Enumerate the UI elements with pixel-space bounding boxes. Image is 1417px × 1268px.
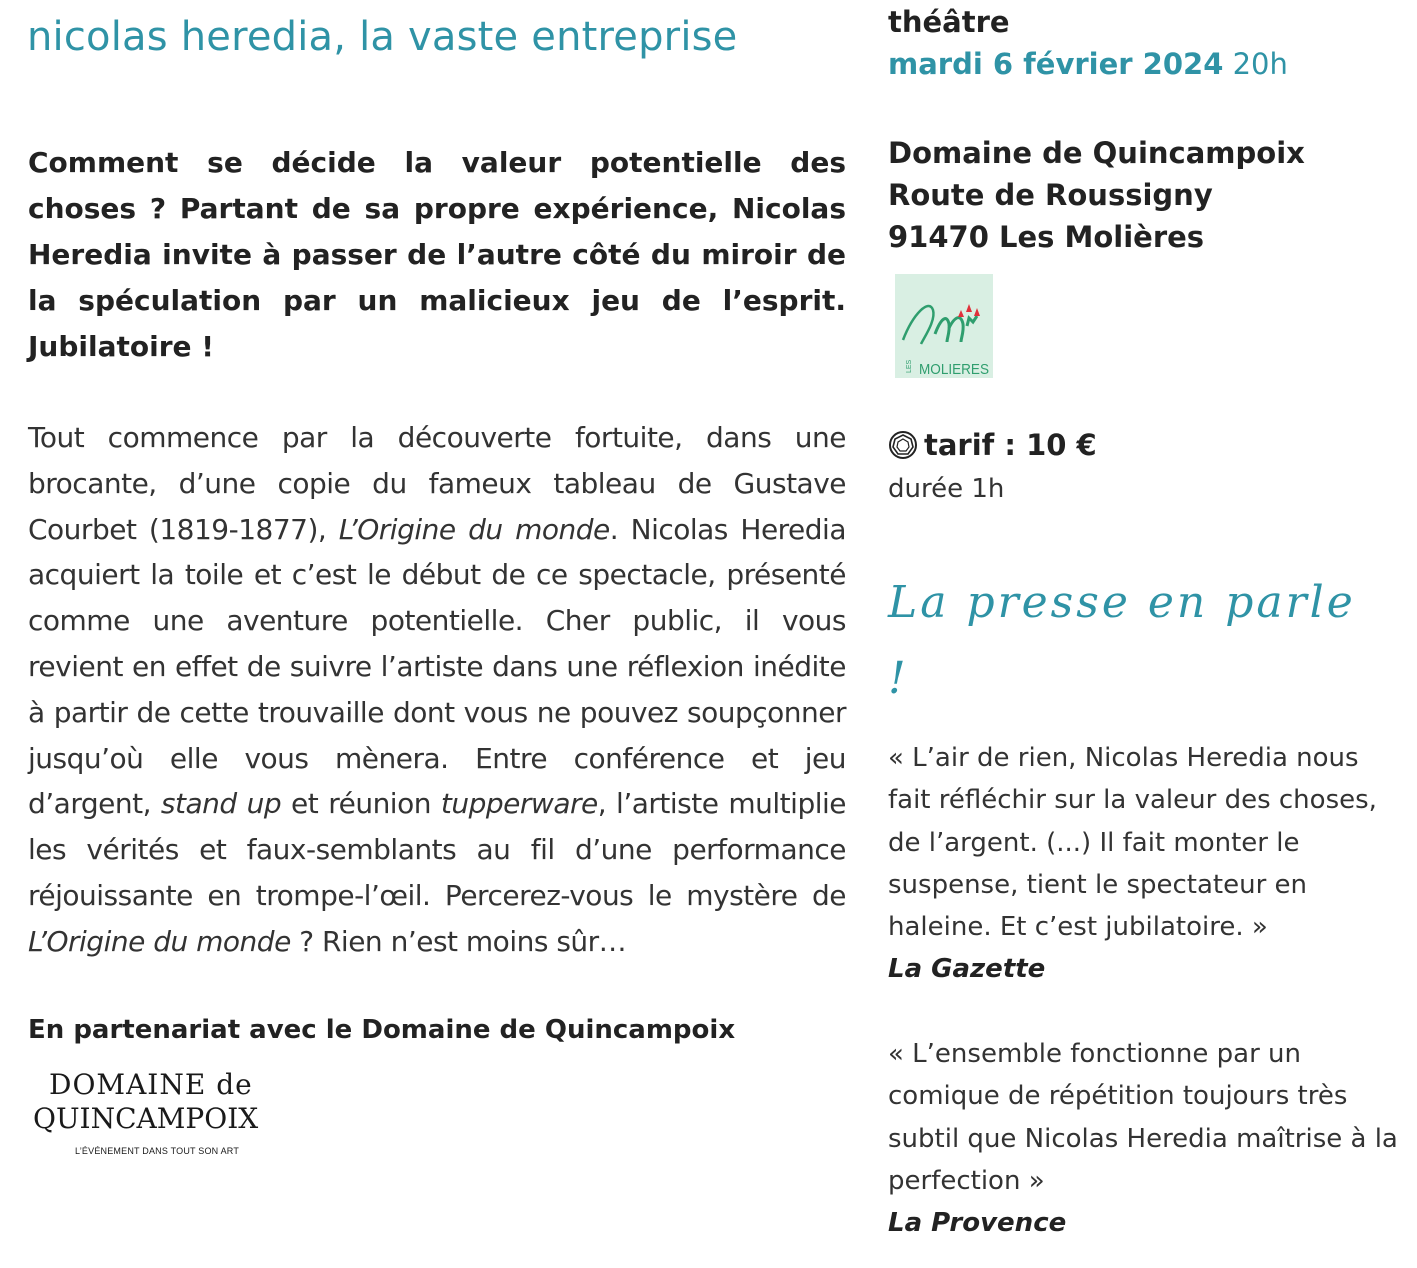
logo-tagline: L’ÉVÉNEMENT DANS TOUT SON ART (75, 1146, 240, 1156)
venue-city: 91470 Les Molières (888, 220, 1205, 254)
molieres-emblem-icon (895, 274, 993, 378)
les-molieres-logo (895, 274, 993, 378)
logo-line: DOMAINE de (49, 1068, 253, 1101)
description-text: Tout commence par la découverte fortuite, dans une brocante, d’une copie du fameux tableau de Gustave Courbet (1819-1877), (28, 421, 846, 546)
quote-source: La Gazette (888, 954, 1046, 985)
logo-small-text: LES (906, 359, 913, 373)
logo-line: QUINCAMPOIX (33, 1102, 259, 1135)
description-paragraph (28, 415, 846, 965)
emphasis-text: stand up (160, 787, 282, 821)
venue-name: Domaine de Quincampoix (888, 136, 1305, 170)
page-title: nicolas heredia, la vaste entreprise (27, 14, 738, 60)
price-tag-icon (888, 430, 918, 460)
logo-big-text: MOLIERES (919, 361, 989, 378)
press-heading: La presse en parle ! (888, 577, 1356, 704)
venue-address (888, 132, 1305, 258)
emphasis-text: tupperware (440, 787, 598, 821)
duration: durée 1h (888, 474, 1005, 504)
artwork-title: L’Origine du monde (338, 512, 610, 546)
description-text: , l’artiste multiplie les vérités et faux-semblants au fil d’une performance réjouissante en trompe-l’œil. Percerez-vous le mystère de (28, 787, 846, 912)
event-datetime (888, 47, 1288, 81)
press-quote (888, 1033, 1398, 1244)
press-quote (888, 737, 1398, 991)
venue-street: Route de Roussigny (888, 178, 1213, 212)
description-text: . Nicolas Heredia acquiert la toile et c’est le début de ce spectacle, présenté comme une aventure potentielle. Cher public, il vous revient en effet de suivre l’artiste dans une réflexion inédite à partir de cette trouvaille dont vous ne pouvez soupçonner jusqu’où elle vous mènera. Entre conférence et jeu d’argent, (28, 512, 846, 821)
description-text: ? Rien n’est moins sûr… (290, 924, 627, 958)
partnership-note: En partenariat avec le Domaine de Quincampoix (28, 1015, 736, 1045)
price-label: tarif : 10 € (924, 428, 1097, 462)
event-genre: théâtre (888, 5, 1010, 39)
intro-paragraph: Comment se décide la valeur potentielle des choses ? Partant de sa propre expérience, Nicolas Heredia invite à passer de l’autre côté du miroir de la spéculation par un malicieux jeu de l’esprit. Jubilatoire ! (28, 146, 846, 363)
quote-text: « L’ensemble fonctionne par un comique de répétition toujours très subtil que Nicolas Heredia maîtrise à la perfection » (888, 1039, 1398, 1196)
event-date: mardi 6 février 2024 (888, 47, 1224, 81)
description-text: et réunion (281, 787, 441, 821)
quote-text: « L’air de rien, Nicolas Heredia nous fait réfléchir sur la valeur des choses, de l’argent. (...) Il fait monter le suspense, tient le spectateur en haleine. Et c’est jubilatoire. » (888, 743, 1377, 943)
artwork-title: L’Origine du monde (28, 924, 291, 958)
event-time: 20h (1232, 47, 1288, 81)
quote-source: La Provence (888, 1208, 1067, 1239)
price (888, 428, 1097, 462)
domaine-quincampoix-logo (33, 1068, 283, 1163)
